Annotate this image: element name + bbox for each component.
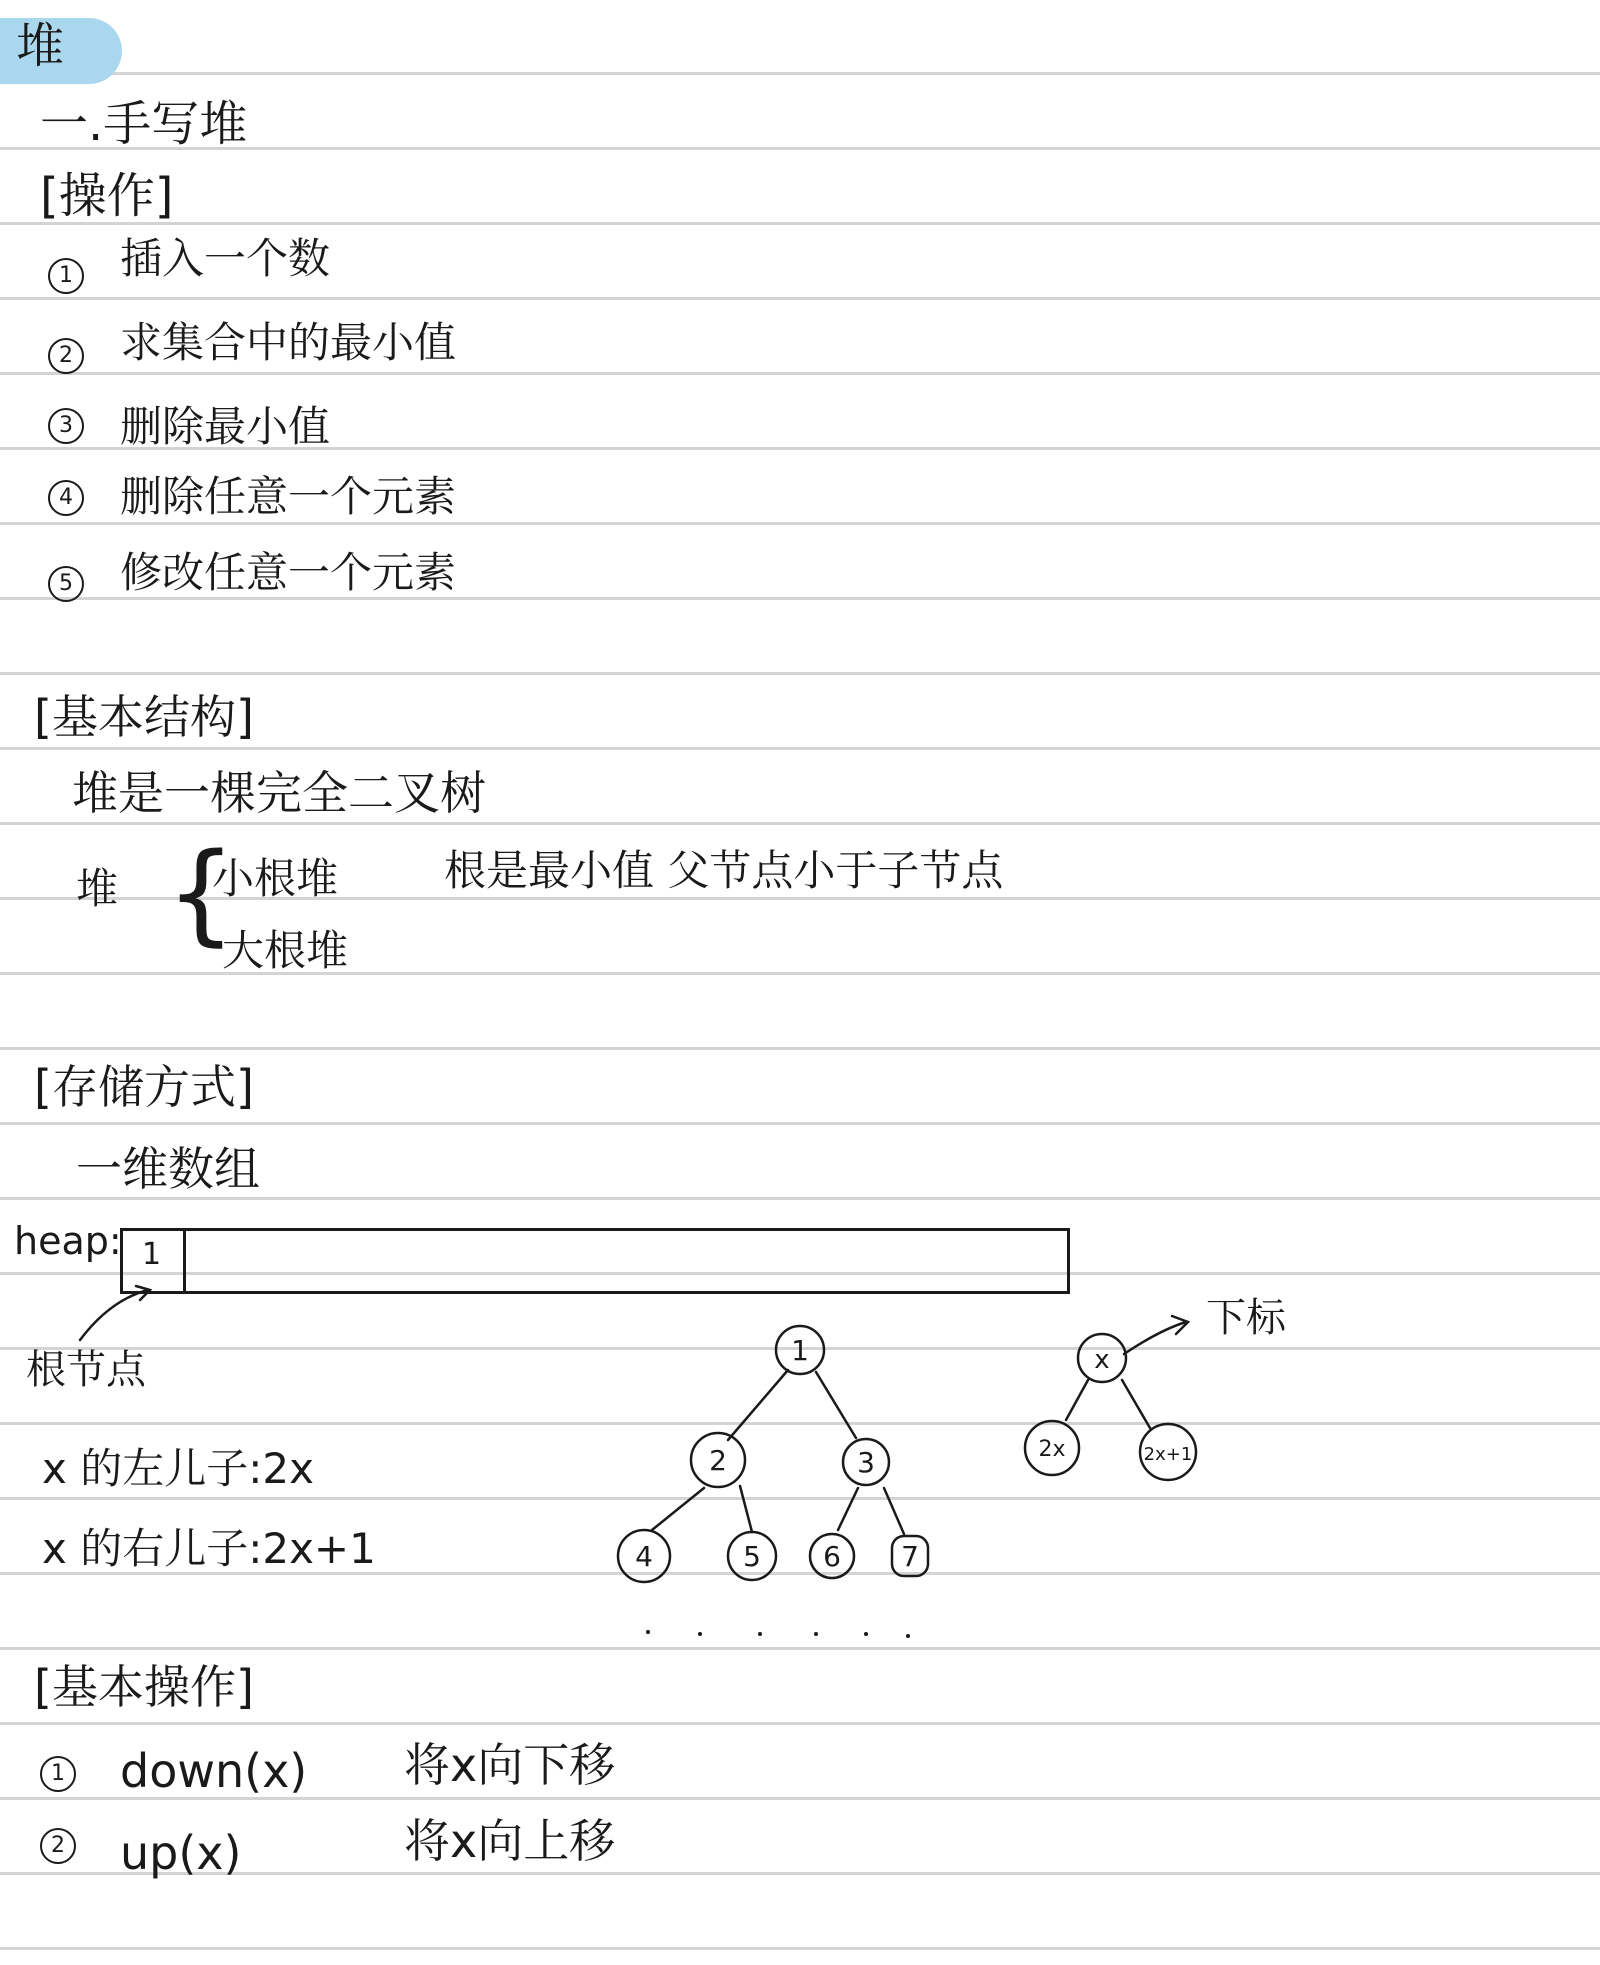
list-number: 1	[40, 1756, 76, 1792]
list-number: 4	[48, 480, 84, 516]
list-number: 2	[40, 1828, 76, 1864]
ellipsis-dot	[814, 1632, 818, 1636]
index-label: 下标	[1206, 1295, 1286, 1341]
tree-node-label: 3	[857, 1446, 875, 1479]
index-pointer-arrow	[1124, 1322, 1186, 1354]
tree-edge	[1122, 1380, 1150, 1428]
tree-edge	[838, 1488, 858, 1530]
tree-edge	[884, 1488, 904, 1534]
tree-node-label: 7	[901, 1540, 919, 1573]
ellipsis-dot	[864, 1632, 868, 1636]
big-root-heap-label: 大根堆	[222, 926, 349, 975]
list-item: 删除最小值	[120, 402, 331, 451]
tree-node-label: 1	[791, 1334, 809, 1367]
small-root-heap-note: 根是最小值 父节点小于子节点	[444, 846, 1004, 895]
operations-heading: [操作]	[40, 168, 174, 224]
down-function: down(x)	[120, 1744, 308, 1798]
ellipsis-dots	[646, 1630, 910, 1638]
root-node-label: 根节点	[26, 1347, 146, 1393]
structure-description: 堆是一棵完全二叉树	[72, 766, 486, 820]
list-item: 修改任意一个元素	[120, 548, 457, 597]
ellipsis-dot	[646, 1630, 650, 1634]
tree-edge	[1066, 1380, 1088, 1420]
list-item: 求集合中的最小值	[120, 318, 457, 367]
list-item: 插入一个数	[120, 234, 331, 283]
up-description: 将x向上移	[404, 1814, 616, 1868]
ellipsis-dot	[906, 1634, 910, 1638]
page-title: 堆	[16, 18, 65, 74]
list-number: 1	[48, 258, 84, 294]
curly-brace-icon: {	[166, 829, 236, 957]
up-function: up(x)	[120, 1826, 242, 1880]
root-pointer-arrow	[80, 1290, 148, 1340]
tree-edge	[652, 1488, 704, 1530]
tree-edge	[816, 1372, 856, 1438]
heap-type-label: 堆	[76, 864, 119, 913]
ellipsis-dot	[758, 1632, 762, 1636]
basic-operations-heading: [基本操作]	[34, 1660, 254, 1714]
heap-array-first-index: 1	[142, 1237, 162, 1272]
tree-node-label: 2	[709, 1444, 727, 1477]
small-root-heap-label: 小根堆	[212, 854, 339, 903]
tree-edge	[740, 1486, 752, 1532]
tree-node-label: x	[1094, 1345, 1110, 1375]
tree-node-label: 2x	[1038, 1437, 1066, 1462]
tree-node-label: 6	[823, 1540, 841, 1573]
list-number: 3	[48, 408, 84, 444]
list-item: 删除任意一个元素	[120, 472, 457, 521]
down-description: 将x向下移	[404, 1738, 616, 1792]
heap-array-label: heap:	[14, 1219, 122, 1263]
storage-heading: [存储方式]	[34, 1060, 254, 1114]
section-heading-handwritten-heap: 一.手写堆	[40, 96, 248, 152]
list-number: 5	[48, 566, 84, 602]
tree-edge	[728, 1370, 788, 1440]
list-number: 2	[48, 338, 84, 374]
tree-node-label: 4	[635, 1540, 653, 1573]
tree-node-label: 5	[743, 1540, 761, 1573]
structure-heading: [基本结构]	[34, 690, 254, 744]
ellipsis-dot	[698, 1632, 702, 1636]
tree-node-label: 2x+1	[1143, 1444, 1193, 1465]
right-child-formula: x 的右儿子:2x+1	[42, 1524, 376, 1573]
storage-description: 一维数组	[76, 1142, 260, 1196]
left-child-formula: x 的左儿子:2x	[42, 1444, 314, 1493]
